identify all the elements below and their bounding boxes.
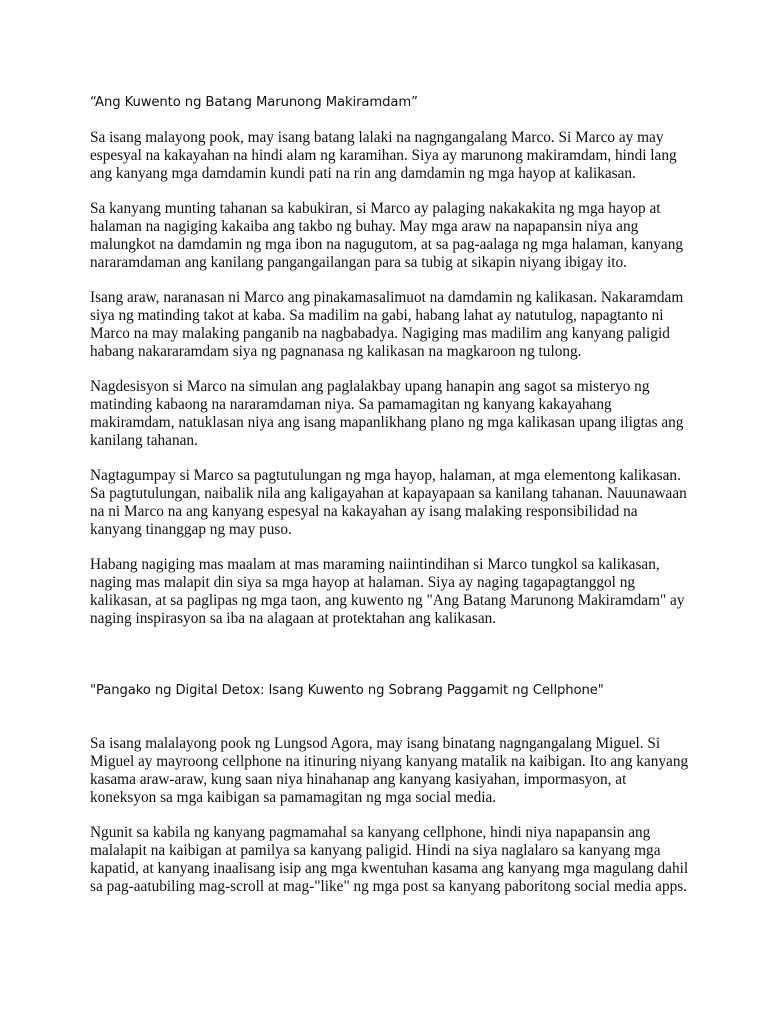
story-2-paragraph-1: Sa isang malalayong pook ng Lungsod Agora, may isang binatang nagngangalang Miguel. Si Miguel ay mayroong cellphone na itinuring niyang kanyang matalik na kaibigan. Ito ang kanyang kasama araw-araw, kung saan niya hinahanap ang kanyang kasiyahan, impormasyon, at koneksyon sa mga kaibigan sa pamamagitan ng mga social media.	[90, 735, 689, 806]
story-2-paragraph-2: Ngunit sa kabila ng kanyang pagmamahal sa kanyang cellphone, hindi niya napapansin ang malalapit na kaibigan at pamilya sa kanyang paligid. Hindi na siya naglalaro sa kanyang mga kapatid, at kanyang inaalisang isip ang mga kwentuhan kasama ang kanyang mga magulang dahil sa pag-aatubiling mag-scroll at mag-"like" ng mga post sa kanyang paboritong social media apps.	[90, 824, 689, 895]
story-1-paragraph-3: Isang araw, naranasan ni Marco ang pinakamasalimuot na damdamin ng kalikasan. Nakaramdam siya ng matinding takot at kaba. Sa madilim na gabi, habang lahat ay natutulog, napagtanto ni Marco na may malaking panganib na nagbabadya. Nagiging mas madilim ang kanyang paligid habang nakararamdam siya ng pagnanasa ng kalikasan na magkaroon ng tulong.	[90, 289, 684, 360]
document-body	[90, 94, 690, 896]
story-1-paragraph-2: Sa kanyang munting tahanan sa kabukiran, si Marco ay palaging nakakakita ng mga hayop at halaman na nagiging kakaiba ang takbo ng buhay. May mga araw na napapansin niya ang malungkot na damdamin ng mga ibon na nagugutom, at sa pag-aalaga ng mga halaman, kanyang nararamdaman ang kanilang pangangailangan para sa tubig at sikapin niyang ibigay ito.	[90, 200, 684, 271]
story-1-title: “Ang Kuwento ng Batang Marunong Makiramdam”	[90, 95, 418, 110]
story-2-title: "Pangako ng Digital Detox: Isang Kuwento ng Sobrang Paggamit ng Cellphone"	[90, 683, 604, 698]
story-1-paragraph-5: Nagtagumpay si Marco sa pagtutulungan ng mga hayop, halaman, at mga elementong kalikasan. Sa pagtutulungan, naibalik nila ang kaligayahan at kapayapaan sa kanilang tahanan. Nauunawaan na ni Marco na ang kanyang espesyal na kakayahan ay isang malaking responsibilidad na kanyang tinanggap ng may puso.	[90, 467, 687, 538]
story-1-paragraph-4: Nagdesisyon si Marco na simulan ang paglalakbay upang hanapin ang sagot sa misteryo ng matinding kabaong na nararamdaman niya. Sa pamamagitan ng kanyang kakayahang makiramdam, natuklasan niya ang isang mapanlikhang plano ng mga kalikasan upang iligtas ang kanilang tahanan.	[90, 378, 684, 449]
story-1-paragraph-1: Sa isang malayong pook, may isang batang lalaki na nagngangalang Marco. Si Marco ay may espesyal na kakayahan na hindi alam ng karamihan. Siya ay marunong makiramdam, hindi lang ang kanyang mga damdamin kundi pati na rin ang damdamin ng mga hayop at kalikasan.	[90, 129, 677, 182]
story-1-paragraph-6: Habang nagiging mas maalam at mas maraming naiintindihan si Marco tungkol sa kalikasan, naging mas malapit din siya sa mga hayop at halaman. Siya ay naging tagapagtanggol ng kalikasan, at sa paglipas ng mga taon, ang kuwento ng "Ang Batang Marunong Makiramdam" ay naging inspirasyon sa iba na alagaan at protektahan ang kalikasan.	[90, 556, 685, 627]
